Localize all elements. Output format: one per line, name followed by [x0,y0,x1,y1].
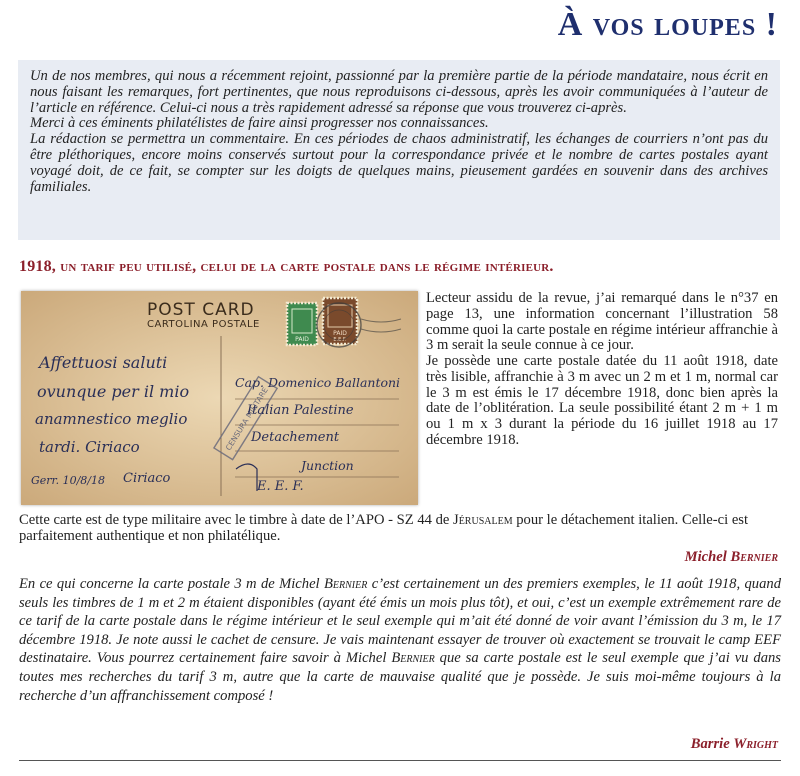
letter-paragraph: Lecteur assidu de la revue, j’ai remarqué dans le n°37 en page 13, une information concernant l’illustration 58 comme quoi la carte postale en régime intérieur affranchie à 3 m serait la seule connue à ce jour. [426,290,778,354]
section-title: 1918, un tarif peu utilisé, celui de la carte postale dans le régime intérieur. [19,258,554,275]
brown-stamp-text: E.E.F. [333,337,347,343]
censor-text: CENSURA MILITARE [223,385,270,453]
place-name: Jérusalem [453,512,513,528]
handwriting-line: tardi. Ciriaco [39,438,140,456]
letter-text [426,291,778,449]
postcard-image [21,291,418,505]
intro-paragraph: La rédaction se permettra un commentaire. En ces périodes de chaos administratif, les échanges de courriers n’ont pas du être pléthoriques, encore moins conservés surtout pour la correspondance privée et le nombre de cartes postales ayant voyagé doit, de ce fait, se compter sur les doigts de quelques mains, pieusement gardées en souvenir dans des archives familiales. [30,131,768,195]
handwriting-line: ovunque per il mio [37,382,190,401]
handwriting-date: Gerr. 10/8/18 [31,474,106,487]
postcard-header: POST CARD [147,300,255,320]
page-title: À vos loupes ! [557,6,778,43]
handwriting-line: Affettuosi saluti [39,353,168,372]
postcard-caption: Cette carte est de type militaire avec le timbre à date de l’APO - SZ 44 de Jérusalem pour le détachement italien. Celle-ci est parfaitement authentique et non philatélique. [19,512,749,544]
signature-bernier: Michel Bernier [684,549,778,565]
signature-wright: Barrie Wright [690,736,778,752]
address-line: Detachement [251,430,340,445]
brown-stamp [323,298,357,344]
intro-paragraph: Merci à ces éminents philatélistes de faire ainsi progresser nos connaissances. [30,115,489,132]
brown-stamp-value: PAID [333,330,347,337]
letter-paragraph: Je possède une carte postale datée du 11 août 1918, date très lisible, affranchie à 3 m avec un 2 m et 1 m, normal car le 3 m est émis le 17 décembre 1918, donc bien après la date de l’oblitération. La seule possibilité étant 2 m + 1 m ou 1 m x 3 durant la période du 16 juillet 1918 au 17 décembre 1918. [426,353,778,448]
author-name: Bernier [391,650,435,667]
intro-paragraph: Un de nos membres, qui nous a récemment rejoint, passionné par la première partie de la période mandataire, nous écrit en nous faisant les remarques, fort pertinentes, que nous reproduisons ci-dessous, après les avoir communiquées à l’auteur de l’article en référence. Celui-ci nous a très rapidement adressé sa réponse que vous trouverez ci-après. [30,68,768,116]
address-line: Junction [301,458,354,473]
reply-text: En ce qui concerne la carte postale 3 m de Michel Bernier c’est certainement un des premiers exemples, le 11 août 1918, quand seuls les timbres de 1 m et 2 m étaient disponibles (ayant été émis un mois plus tôt), et oui, c’est un exemple extrêmement rare de ce tarif de la carte postale dans le régime intérieur et le seul exemple qui m’ait été donné de voir avant l’émission du 3 m, le 17 décembre 1918. Je note aussi le cachet de censure. Je vais maintenant essayer de trouver où exactement se trouvait le camp EEF destinataire. Vous pourrez certainement faire savoir à Michel Bernier que sa carte postale est le seul exemple que j’ai vu dans toutes mes recherches du tarif 3 m, autre que la carte de mauvaise qualité que je possède. Je suis moi-même toujours à la recherche d’un affranchissement composé ! [19,576,781,704]
green-stamp-text: PAID [295,336,309,343]
address-line: Italian Palestine [247,403,354,418]
handwriting-line: anamnestico meglio [35,410,188,428]
intro-box [18,60,780,240]
green-stamp [287,303,317,345]
postcard-subheader: CARTOLINA POSTALE [147,319,260,330]
bottom-divider [19,760,781,761]
address-line: E. E. F. [257,479,304,494]
handwriting-signature: Ciriaco [123,471,171,486]
address-line: Cap. Domenico Ballantoni [235,375,401,390]
author-name: Bernier [324,576,368,592]
